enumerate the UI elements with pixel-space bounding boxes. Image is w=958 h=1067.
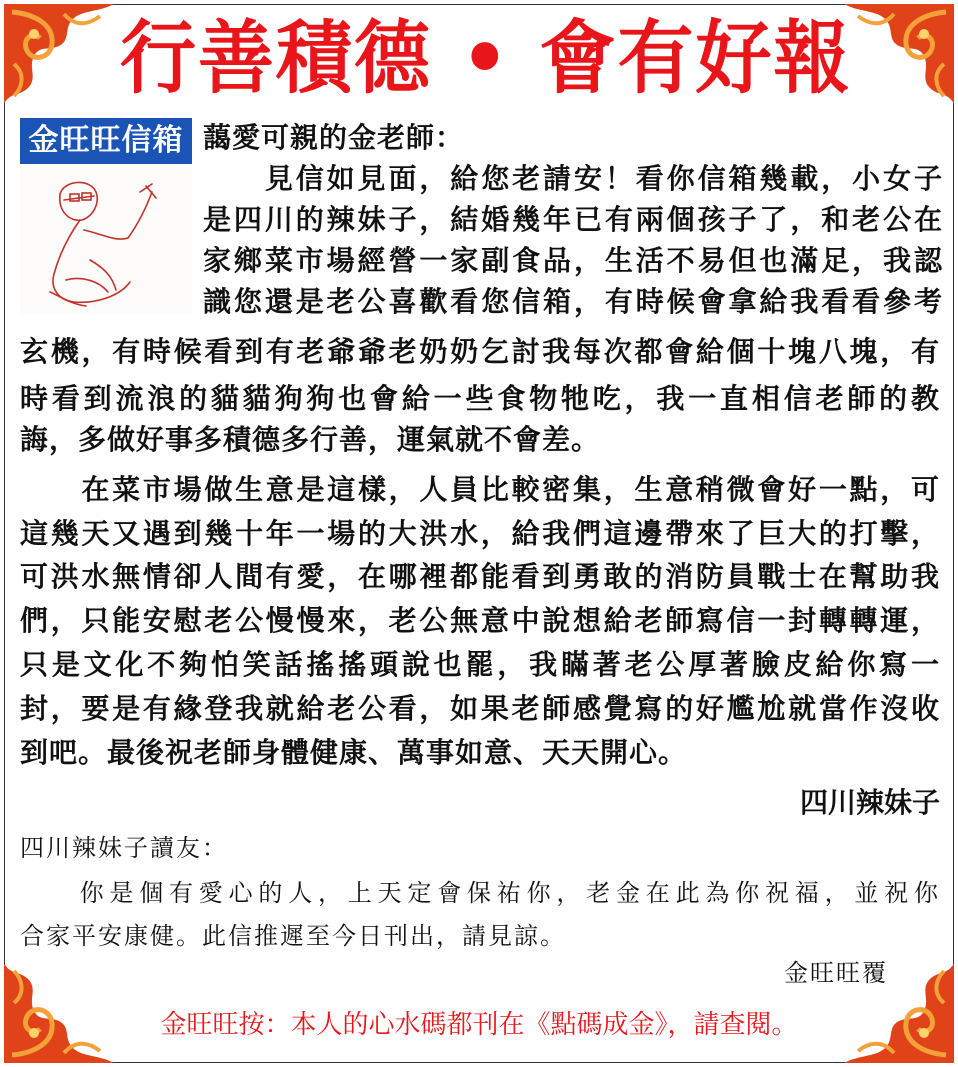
letter-line: 是四川的辣妹子，結婚幾年已有兩個孩子了，和老公在 [203,203,943,236]
letter-line: 家鄉菜市場經營一家副食品，生活不易但也滿足，我認 [203,244,943,277]
letter-line: 見信如見面，給您老請安！看你信箱幾載，小女子 [203,162,943,195]
column-logo-title: 金旺旺信箱 [20,118,192,164]
letter-line: 到吧。最後祝老師身體健康、萬事如意、天天開心。 [20,736,688,769]
letter-signature: 四川辣妹子 [799,786,940,819]
headline: 行善積德 • 會有好報 [120,10,852,105]
column-logo [20,118,192,316]
reply-line: 合家平安康健。此信推遲至今日刊出，請見諒。 [20,922,566,950]
cartoon-sketch-icon [20,164,192,314]
reply-line: 你是個有愛心的人，上天定會保祐你，老金在此為你祝福，並祝你 [20,879,940,907]
letter-line: 玄機，有時候看到有老爺爺老奶奶乞討我每次都會給個十塊八塊，有 [20,335,940,368]
reply-signature: 金旺旺覆 [784,959,888,987]
letter-salutation: 藹愛可親的金老師： [203,121,465,154]
footer-note: 金旺旺按：本人的心水碼都刊在《點碼成金》，請查閱。 [160,1010,798,1040]
letter-line: 可洪水無情卻人間有愛，在哪裡都能看到勇敢的消防員戰士在幫助我 [20,560,940,593]
reply-salutation: 四川辣妹子讀友： [20,834,228,862]
letter-line: 封，要是有緣登我就給老公看，如果老師感覺寫的好尷尬就當作沒收 [20,692,940,725]
ornament-corner-top-right [834,4,954,114]
letter-line: 只是文化不夠怕笑話搖搖頭說也罷，我瞞著老公厚著臉皮給你寫一 [20,648,940,681]
ornament-corner-top-left [4,4,124,114]
letter-line: 這幾天又遇到幾十年一場的大洪水，給我們這邊帶來了巨大的打擊， [20,517,940,550]
letter-line: 時看到流浪的貓貓狗狗也會給一些食物牠吃，我一直相信老師的教 [20,382,940,415]
letter-line: 們，只能安慰老公慢慢來，老公無意中說想給老師寫信一封轉轉運， [20,604,940,637]
letter-line: 識您還是老公喜歡看您信箱，有時候會拿給我看看參考 [203,285,943,318]
letter-line: 誨，多做好事多積德多行善，運氣就不會差。 [20,423,601,456]
letter-line: 在菜市場做生意是這樣，人員比較密集，生意稍微會好一點，可 [20,473,940,506]
